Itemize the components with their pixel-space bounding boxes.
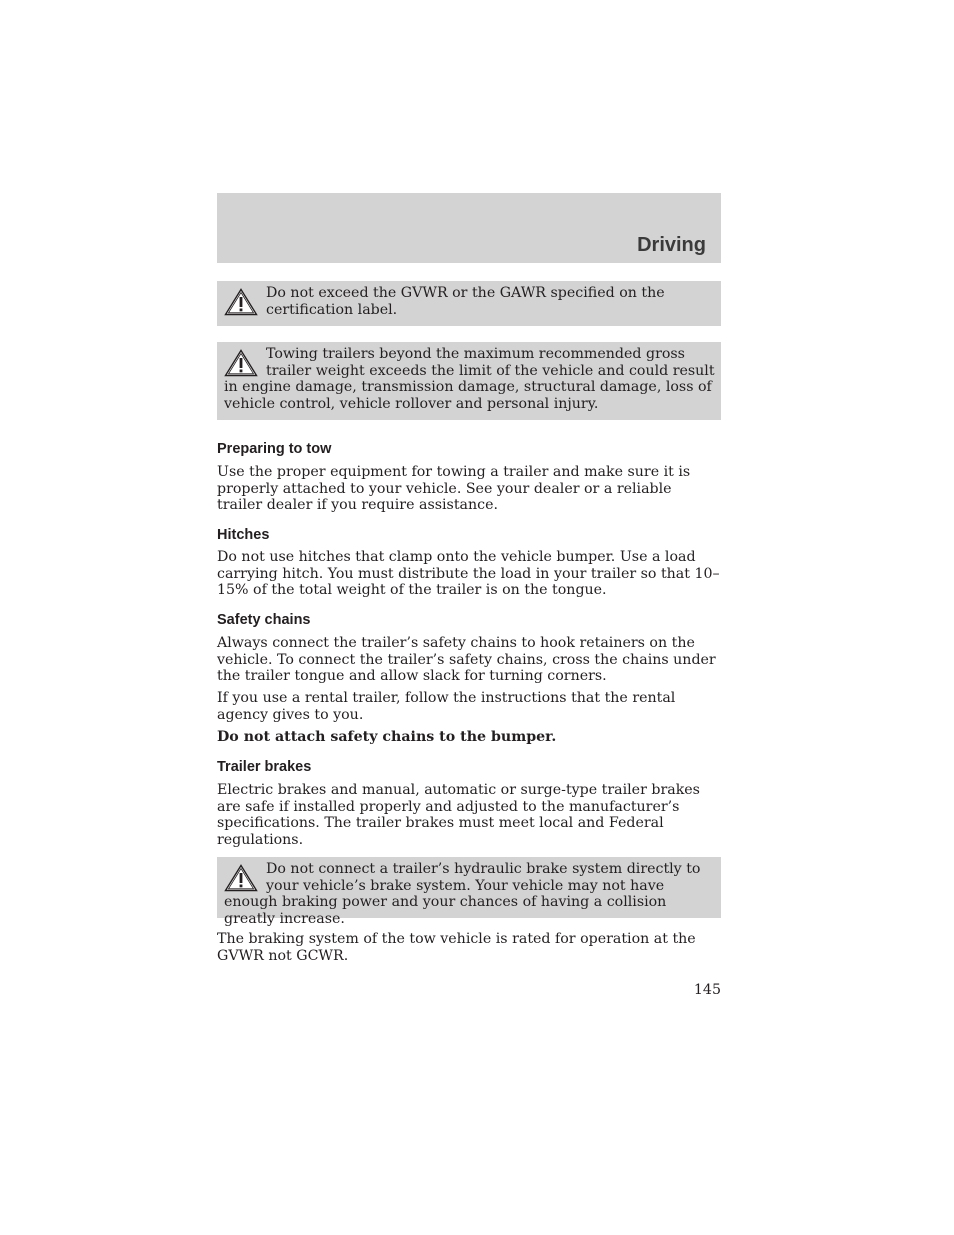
heading-trailer-brakes: Trailer brakes [217,759,312,775]
chapter-header [217,193,721,263]
heading-safety-chains: Safety chains [217,612,311,628]
warning-triangle-icon [224,349,258,377]
warning-text: Towing trailers beyond the maximum recommended gross trailer weight exceeds the limit of the vehicle and could result in engine damage, transmission damage, structural damage, loss of vehicle control, vehicle rollover and personal injury. [224,346,715,412]
warning-text: Do not exceed the GVWR or the GAWR specified on the certification label. [266,285,665,318]
braking-system-note: The braking system of the tow vehicle is rated for operation at the GVWR not GCWR. [217,931,696,964]
warning-box-hydraulic-brake [217,857,721,927]
heading-preparing-to-tow: Preparing to tow [217,441,332,457]
trailer-brakes-body: Electric brakes and manual, automatic or surge-type trailer brakes are safe if installed properly and adjusted to the manufacturer’s specifications. The trailer brakes must meet local and Federal regulations. [217,782,700,848]
page-number: 145 [693,982,721,998]
warning-triangle-icon [224,864,258,892]
warning-box-towing-limit [217,342,721,420]
hitches-body: Do not use hitches that clamp onto the vehicle bumper. Use a load carrying hitch. You must distribute the load in your trailer so that 10–15% of the total weight of the trailer is on the tongue. [217,549,720,598]
safety-chains-bold-note: Do not attach safety chains to the bumper. [217,729,557,745]
heading-hitches: Hitches [217,527,270,543]
warning-triangle-icon [224,288,258,316]
warning-text: Do not connect a trailer’s hydraulic brake system directly to your vehicle’s brake system. Your vehicle may not have enough braking power and your chances of having a collision greatly increase. [224,861,701,927]
preparing-body: Use the proper equipment for towing a trailer and make sure it is properly attached to your vehicle. See your dealer or a reliable trailer dealer if you require assistance. [217,464,691,513]
chapter-title: Driving [637,234,706,256]
warning-box-gvwr [217,281,721,326]
safety-chains-body-1: Always connect the trailer’s safety chains to hook retainers on the vehicle. To connect the trailer’s safety chains, cross the chains under the trailer tongue and allow slack for turning corners. [217,635,716,684]
safety-chains-body-2: If you use a rental trailer, follow the instructions that the rental agency gives to you. [217,690,676,723]
